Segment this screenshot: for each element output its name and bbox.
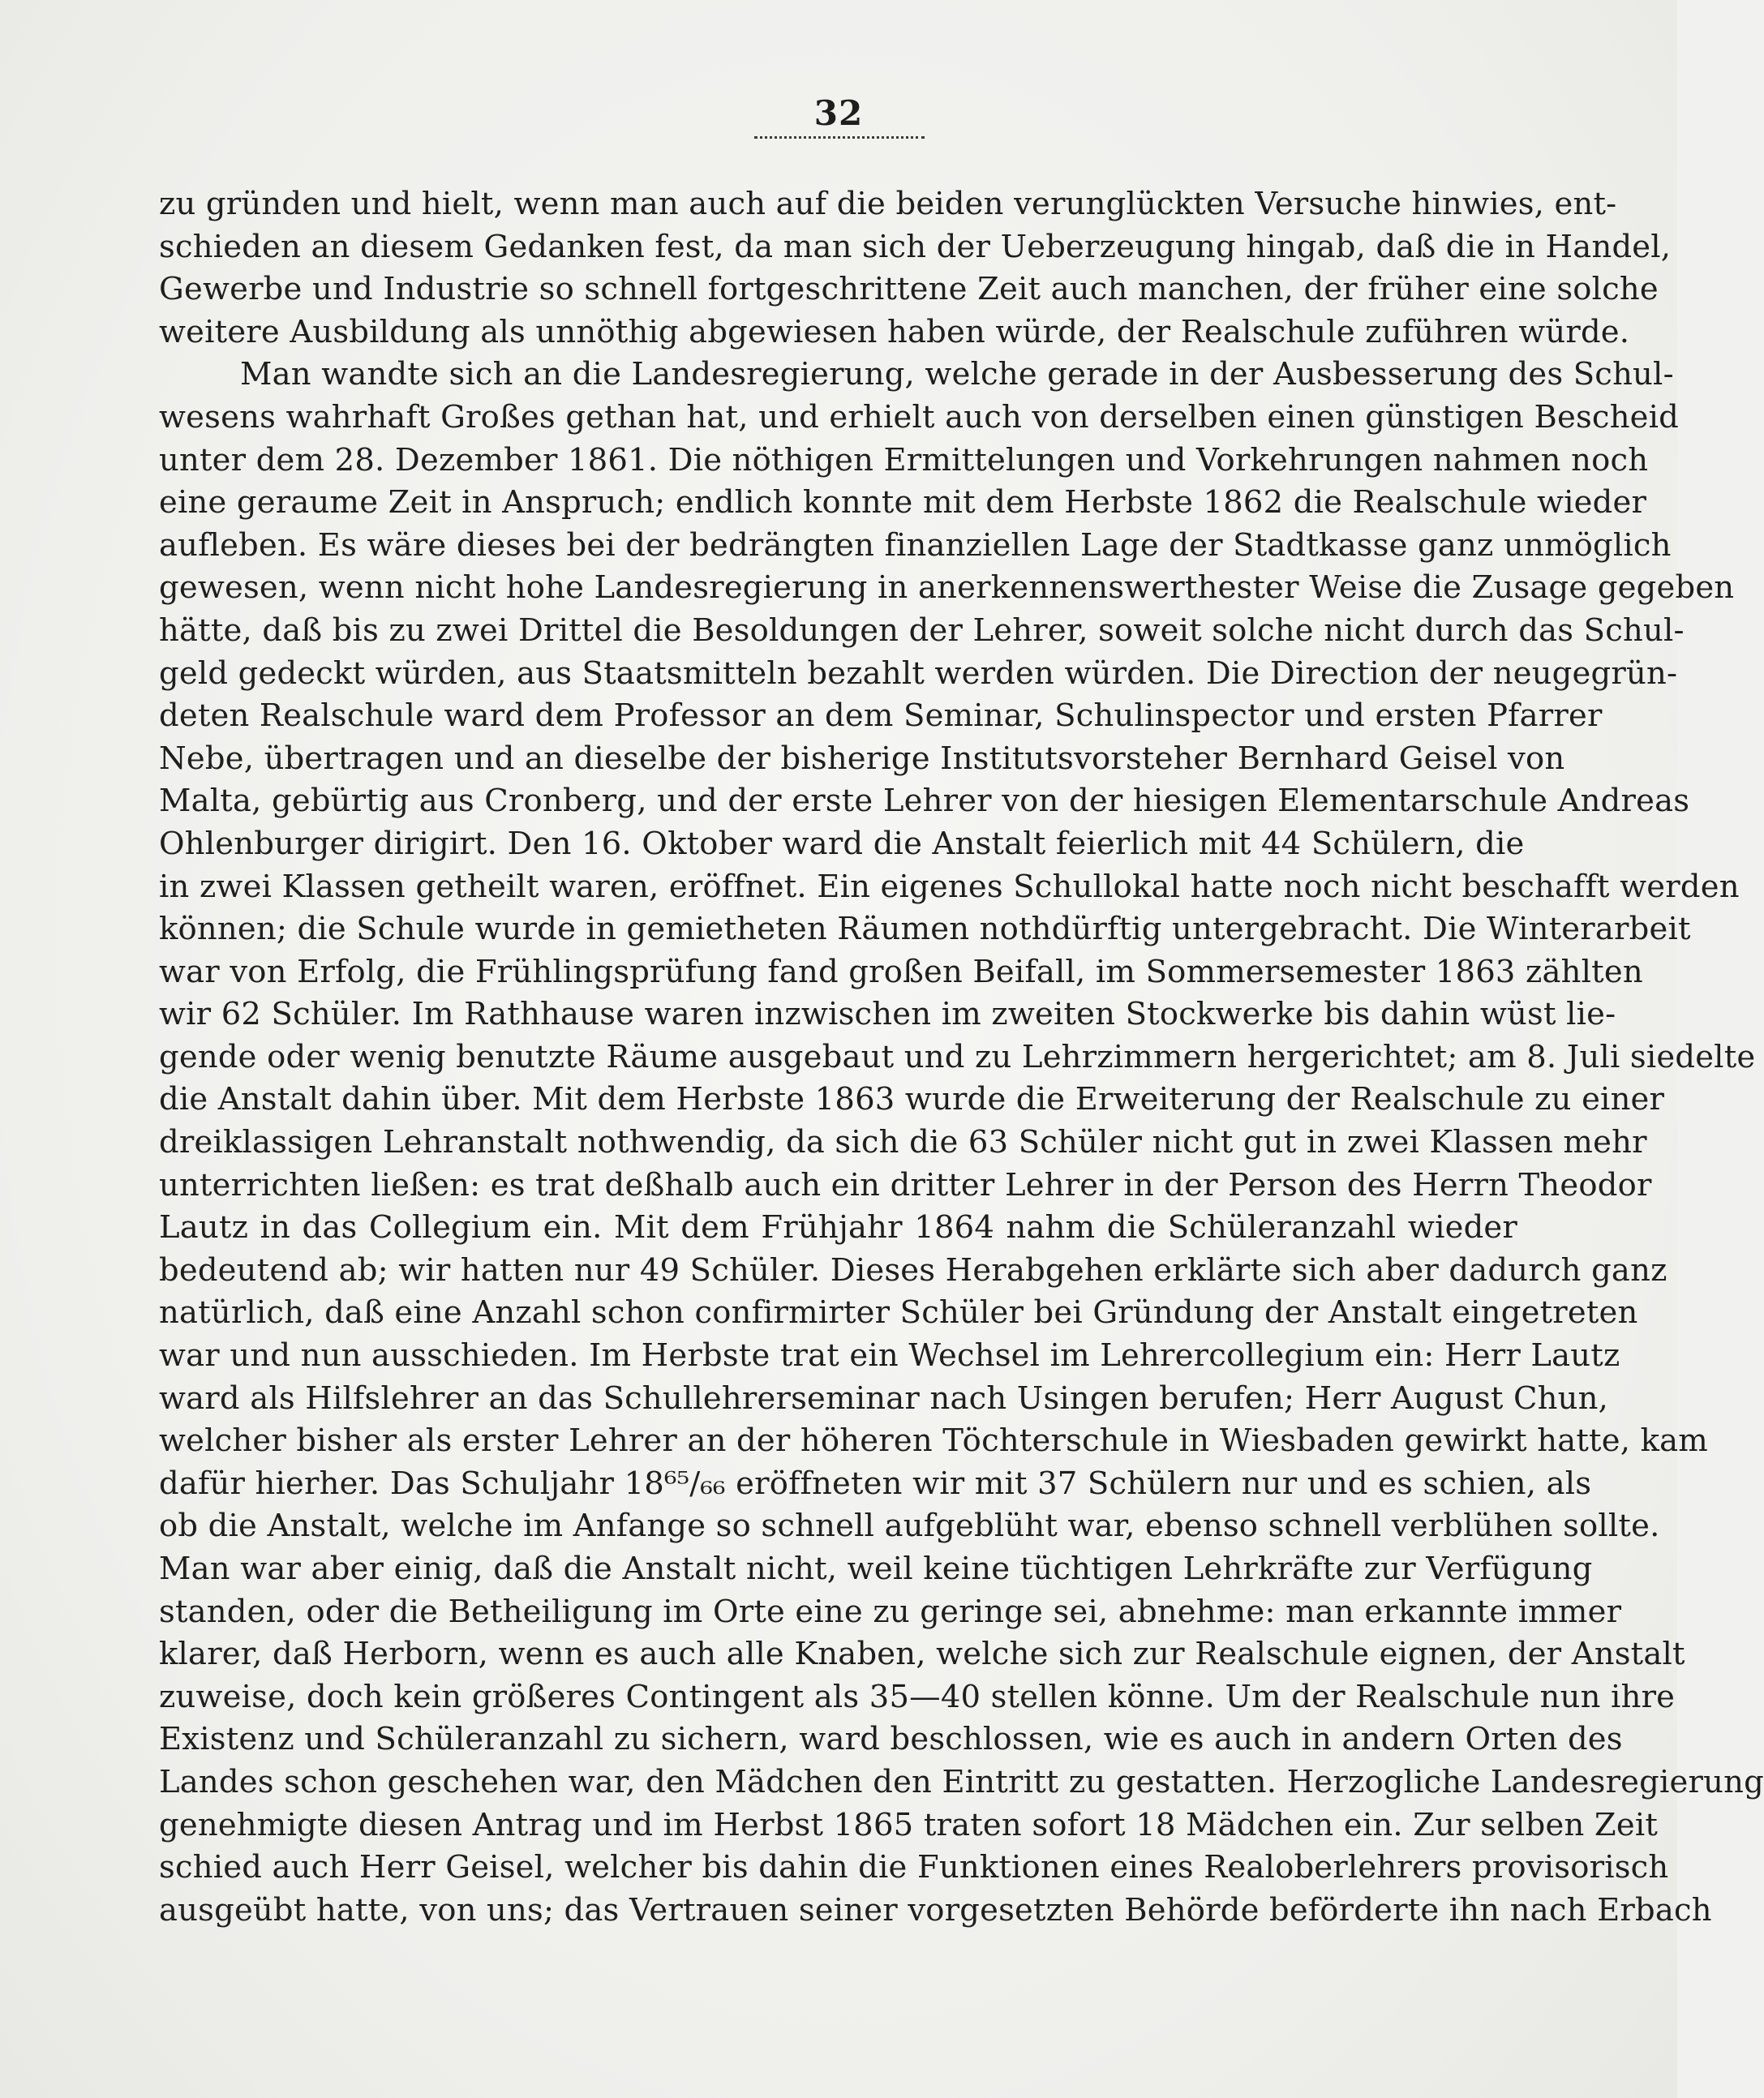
text-line: standen, oder die Betheiligung im Orte eine zu geringe sei, abnehme: man erkannte immer: [159, 1593, 1622, 1630]
text-line: Man war aber einig, daß die Anstalt nicht, weil keine tüchtigen Lehrkräfte zur Verfügung: [159, 1551, 1593, 1587]
text-line: Existenz und Schüleranzahl zu sichern, ward beschlossen, wie es auch in andern Orten des: [159, 1721, 1623, 1758]
text-line: geld gedeckt würden, aus Staatsmitteln bezahlt werden würden. Die Direction der neugegrün-: [159, 654, 1678, 692]
page-number-rule: [754, 136, 925, 139]
text-line: hätte, daß bis zu zwei Drittel die Besoldungen der Lehrer, soweit solche nicht durch das Schul-: [159, 611, 1685, 649]
text-line: die Anstalt dahin über. Mit dem Herbste 1863 wurde die Erweiterung der Realschule zu einer: [159, 1081, 1665, 1118]
text-line: war von Erfolg, die Frühlingsprüfung fand großen Beifall, im Sommersemester 1863 zählten: [159, 953, 1643, 990]
text-line: bedeutend ab; wir hatten nur 49 Schüler. Dieses Herabgehen erklärte sich aber dadurch ganz: [159, 1251, 1667, 1289]
text-line: ward als Hilfslehrer an das Schullehrerseminar nach Usingen berufen; Herr August Chun,: [159, 1379, 1609, 1417]
body-text: [159, 183, 1764, 1932]
text-line: schieden an diesem Gedanken fest, da man sich der Ueberzeugung hingab, daß die in Handel,: [159, 228, 1672, 265]
text-line: eine geraume Zeit in Anspruch; endlich konnte mit dem Herbste 1862 die Realschule wieder: [159, 484, 1647, 521]
text-line: klarer, daß Herborn, wenn es auch alle Knaben, welche sich zur Realschule eignen, der Anstalt: [159, 1636, 1685, 1673]
text-line: zuweise, doch kein größeres Contingent als 35—40 stellen könne. Um der Realschule nun ihre: [159, 1678, 1676, 1715]
text-line: Gewerbe und Industrie so schnell fortgeschrittene Zeit auch manchen, der früher eine solche: [159, 271, 1659, 308]
text-line: dreiklassigen Lehranstalt nothwendig, da sich die 63 Schüler nicht gut in zwei Klassen mehr: [159, 1124, 1647, 1161]
text-line: deten Realschule ward dem Professor an dem Seminar, Schulinspector und ersten Pfarrer: [159, 697, 1603, 735]
text-line: Lautz in das Collegium ein. Mit dem Frühjahr 1864 nahm die Schüleranzahl wieder: [159, 1209, 1517, 1246]
text-line: können; die Schule wurde in gemietheten Räumen nothdürftig untergebracht. Die Winterarbeit: [159, 911, 1691, 948]
text-line: unter dem 28. Dezember 1861. Die nöthigen Ermittelungen und Vorkehrungen nahmen noch: [159, 441, 1649, 478]
text-line: Landes schon geschehen war, den Mädchen den Eintritt zu gestatten. Herzogliche Landesregierung: [159, 1763, 1764, 1800]
text-line: unterrichten ließen: es trat deßhalb auch ein dritter Lehrer in der Person des Herrn Theodor: [159, 1166, 1652, 1203]
text-line: in zwei Klassen getheilt waren, eröffnet. Ein eigenes Schullokal hatte noch nicht beschafft werden: [159, 868, 1740, 905]
text-line: Man wandte sich an die Landesregierung, welche gerade in der Ausbesserung des Schul-: [240, 356, 1674, 393]
text-line: Ohlenburger dirigirt. Den 16. Oktober ward die Anstalt feierlich mit 44 Schülern, die: [159, 825, 1525, 862]
text-line: gewesen, wenn nicht hohe Landesregierung in anerkennenswerthester Weise die Zusage gegeben: [159, 569, 1735, 607]
text-line: genehmigte diesen Antrag und im Herbst 1865 traten sofort 18 Mädchen ein. Zur selben Zeit: [159, 1806, 1659, 1843]
text-line: schied auch Herr Geisel, welcher bis dahin die Funktionen eines Realoberlehrers provisorisch: [159, 1849, 1669, 1886]
text-line: gende oder wenig benutzte Räume ausgebaut und zu Lehrzimmern hergerichtet; am 8. Juli siedelte: [159, 1038, 1756, 1075]
text-line: Nebe, übertragen und an dieselbe der bisherige Institutsvorsteher Bernhard Geisel von: [159, 740, 1565, 777]
text-line: welcher bisher als erster Lehrer an der höheren Töchterschule in Wiesbaden gewirkt hatte, kam: [159, 1422, 1708, 1460]
text-line: war und nun ausschieden. Im Herbste trat ein Wechsel im Lehrercollegium ein: Herr Lautz: [159, 1337, 1620, 1375]
text-line: aufleben. Es wäre dieses bei der bedrängten finanziellen Lage der Stadtkasse ganz unmöglich: [159, 526, 1672, 564]
text-line: ob die Anstalt, welche im Anfange so schnell aufgeblüht war, ebenso schnell verblühen sollte.: [159, 1508, 1660, 1545]
text-line: weitere Ausbildung als unnöthig abgewiesen haben würde, der Realschule zuführen würde.: [159, 313, 1630, 350]
text-line: natürlich, daß eine Anzahl schon confirmirter Schüler bei Gründung der Anstalt eingetreten: [159, 1294, 1638, 1332]
text-line: wir 62 Schüler. Im Rathhause waren inzwischen im zweiten Stockwerke bis dahin wüst lie-: [159, 996, 1616, 1033]
text-line: wesens wahrhaft Großes gethan hat, und erhielt auch von derselben einen günstigen Bescheid: [159, 398, 1680, 435]
text-line: dafür hierher. Das Schuljahr 18⁶⁵/₆₆ eröffneten wir mit 37 Schülern nur und es schien, als: [159, 1465, 1592, 1502]
text-line: Malta, gebürtig aus Cronberg, und der erste Lehrer von der hiesigen Elementarschule Andreas: [159, 783, 1690, 820]
text-line: ausgeübt hatte, von uns; das Vertrauen seiner vorgesetzten Behörde beförderte ihn nach Erbach: [159, 1891, 1712, 1929]
page-number: 32: [813, 93, 864, 133]
text-line: zu gründen und hielt, wenn man auch auf die beiden verunglückten Versuche hinwies, ent-: [159, 186, 1617, 222]
